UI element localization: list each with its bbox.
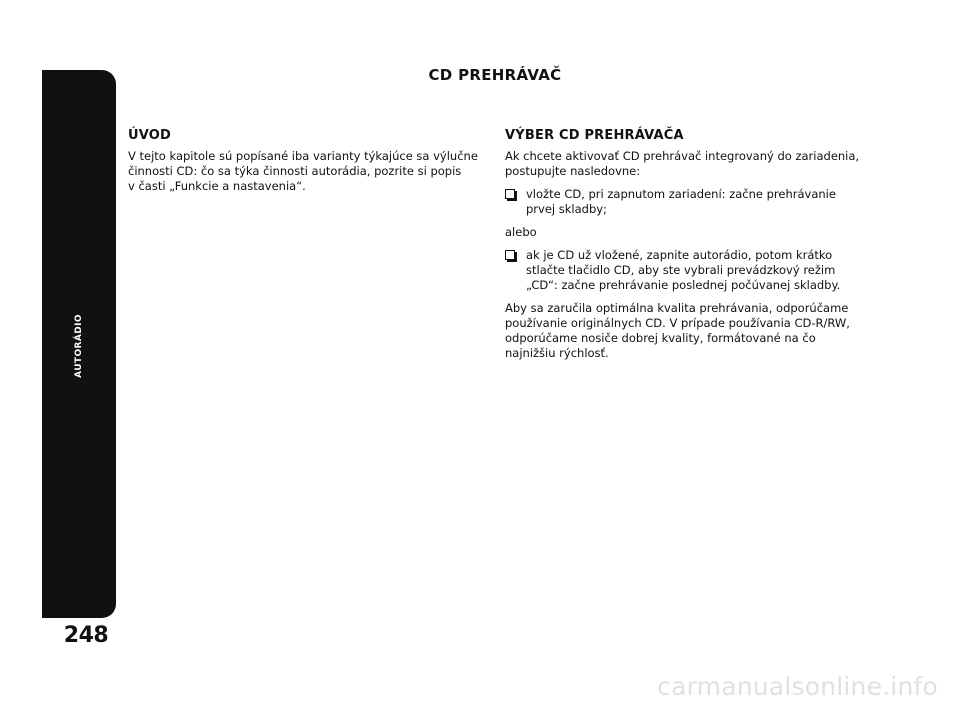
checkbox-bullet-icon xyxy=(505,250,515,260)
bullet-line: stlačte tlačidlo CD, aby ste vybrali prevádzkový režim xyxy=(526,263,836,277)
note-line: Aby sa zaručila optimálna kvalita prehrávania, odporúčame xyxy=(505,301,849,315)
selection-heading: VÝBER CD PREHRÁVAČA xyxy=(505,128,684,143)
intro-paragraph xyxy=(128,149,478,194)
bullet-line: „CD“: začne prehrávanie poslednej počúvanej skladby. xyxy=(526,278,841,292)
section-label: AUTORÁDIO xyxy=(74,314,84,378)
intro-heading: ÚVOD xyxy=(128,128,172,143)
intro-line: v časti „Funkcie a nastavenia“. xyxy=(128,179,306,193)
intro-line: činnosti CD: čo sa týka činnosti autorádia, pozrite si popis xyxy=(128,164,462,178)
intro-section xyxy=(128,128,478,202)
note-line: používanie originálnych CD. V prípade používania CD-R/RW, xyxy=(505,316,850,330)
watermark: carmanualsonline.info xyxy=(657,672,938,701)
page-title: CD PREHRÁVAČ xyxy=(428,66,562,84)
bullet-cd-inserted xyxy=(505,248,865,293)
intro-line: V tejto kapitole sú popísané iba varianty týkajúce sa výlučne xyxy=(128,149,478,163)
selection-intro-line: Ak chcete aktivovať CD prehrávač integrovaný do zariadenia, xyxy=(505,149,860,163)
bullet-line: ak je CD už vložené, zapnite autorádio, potom krátko xyxy=(526,248,833,262)
note-line: najnižšiu rýchlosť. xyxy=(505,346,609,360)
bullet-line: vložte CD, pri zapnutom zariadení: začne prehrávanie xyxy=(526,187,836,201)
or-text: alebo xyxy=(505,225,537,239)
bullet-line: prvej skladby; xyxy=(526,202,607,216)
selection-intro xyxy=(505,149,865,179)
quality-note xyxy=(505,301,865,361)
page-number: 248 xyxy=(63,623,109,648)
selection-intro-line: postupujte nasledovne: xyxy=(505,164,641,178)
checkbox-bullet-icon xyxy=(505,189,515,199)
selection-section xyxy=(505,128,865,369)
bullet-insert-cd xyxy=(505,187,865,217)
note-line: odporúčame nosiče dobrej kvality, formátované na čo xyxy=(505,331,816,345)
